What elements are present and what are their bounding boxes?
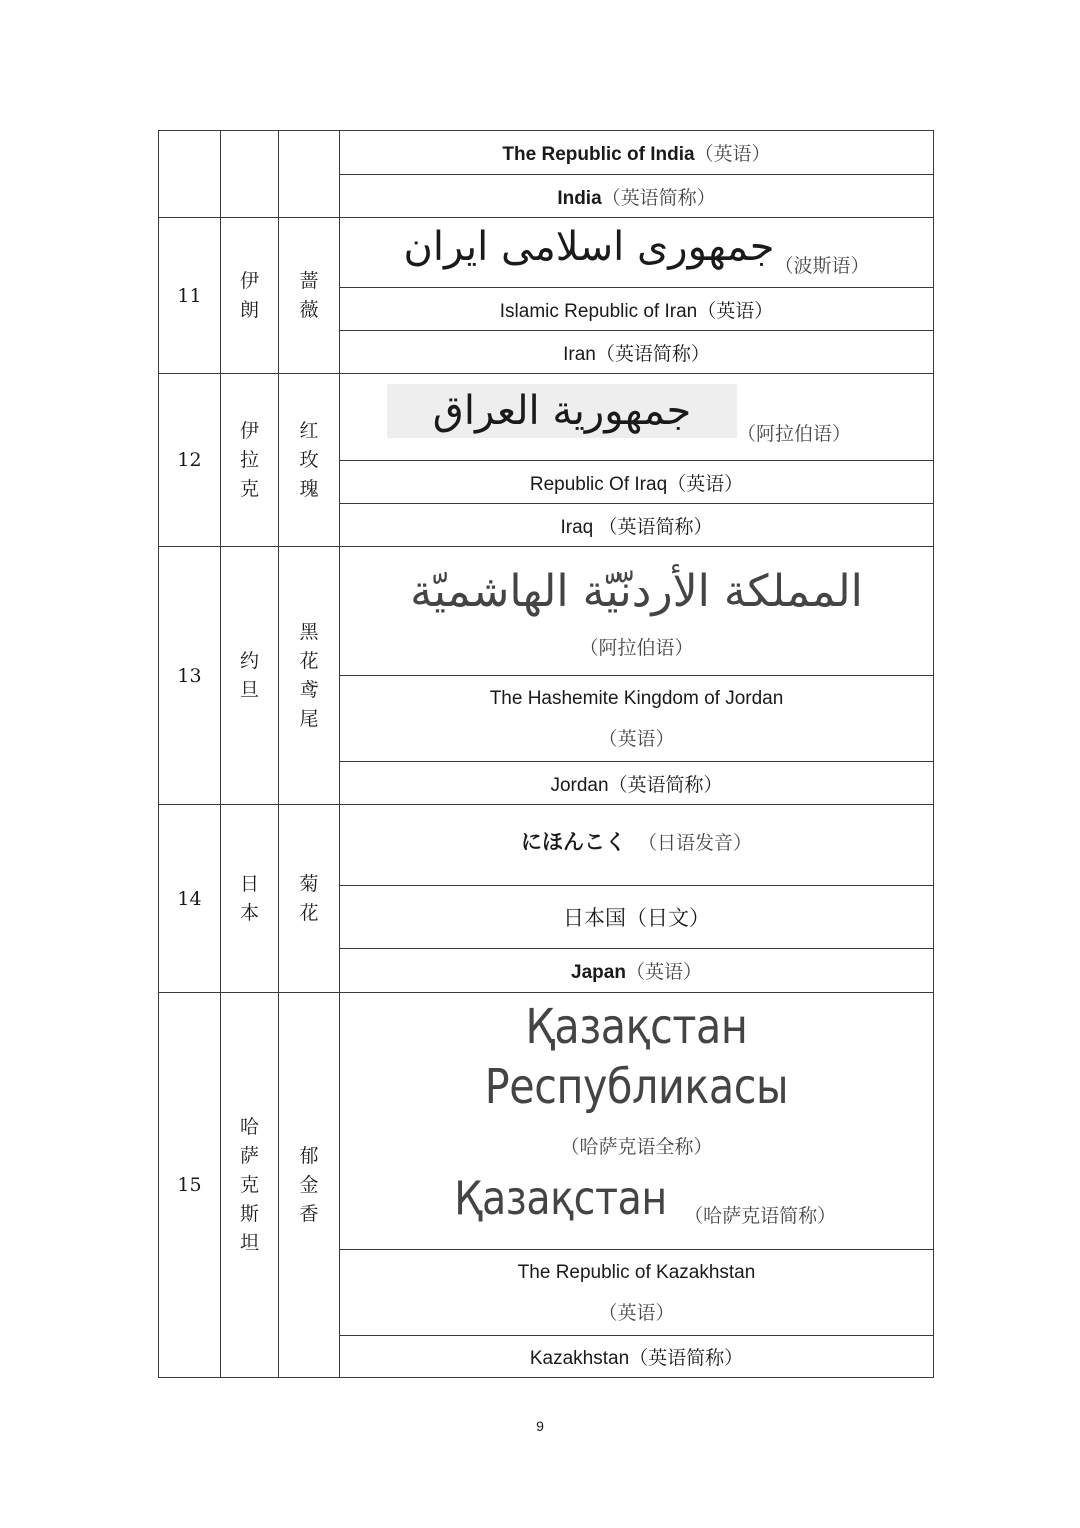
country-char: 萨 (239, 1144, 259, 1167)
iran-persian-name: جمهوری اسلامی ایران (403, 223, 775, 270)
iraq-native-note: （阿拉伯语） (737, 423, 852, 445)
kazakhstan-native-full-note: （哈萨克语全称） (560, 1136, 713, 1158)
country-char: 约 (239, 649, 259, 672)
jordan-flower (279, 547, 340, 805)
flower-char: 金 (299, 1173, 319, 1196)
flower-char: 红 (299, 419, 319, 442)
country-char: 伊 (239, 269, 259, 292)
flower-char: 尾 (299, 707, 319, 730)
japan-number: 14 (159, 805, 221, 993)
japan-en-name: Japan (571, 962, 626, 983)
jordan-short-en: Jordan（英语简称） (340, 762, 934, 805)
flower-char: 薇 (299, 298, 319, 321)
iran-official-en: Islamic Republic of Iran（英语） (340, 288, 934, 331)
country-char: 日 (239, 872, 259, 895)
kazakhstan-flower (279, 993, 340, 1378)
india-short-en-note: （英语简称） (601, 186, 716, 209)
table-row (159, 374, 934, 461)
kazakhstan-country (221, 993, 279, 1378)
kazakhstan-number: 15 (159, 993, 221, 1378)
flower-char: 鸢 (299, 678, 319, 701)
iran-number: 11 (159, 218, 221, 374)
flower-char: 蔷 (299, 269, 319, 292)
japan-country (221, 805, 279, 993)
country-flower-table (158, 130, 934, 1378)
jordan-official-cell (340, 676, 934, 762)
table-row (159, 547, 934, 676)
page-number: 9 (536, 1418, 544, 1434)
flower-cell (279, 131, 340, 218)
jordan-native-cell (340, 547, 934, 676)
kazakhstan-native-full: Қазақстан Республикасы (484, 999, 789, 1115)
country-char: 哈 (239, 1115, 259, 1138)
flower-char: 黑 (299, 620, 319, 643)
kazakhstan-native-cell (340, 993, 934, 1250)
kazakhstan-official-en-note: （英语） (598, 1301, 675, 1324)
country-char: 朗 (239, 298, 259, 321)
iran-flower (279, 218, 340, 374)
japan-en-cell (340, 949, 934, 993)
country-char: 克 (239, 477, 259, 500)
iraq-country (221, 374, 279, 547)
india-short-name-cell (340, 175, 934, 218)
jordan-arabic-name: المملكة الأردنّيّة الهاشميّة (410, 566, 863, 617)
japan-flower (279, 805, 340, 993)
kazakhstan-native-short-note: （哈萨克语简称） (684, 1205, 837, 1227)
japan-pronunciation: にほんこく (520, 830, 626, 854)
kazakhstan-official-cell (340, 1250, 934, 1336)
india-short-en-name: India (557, 187, 602, 209)
jordan-official-en: The Hashemite Kingdom of Jordan (489, 687, 784, 709)
india-official-en-name: The Republic of India (502, 144, 695, 165)
iraq-official-en: Republic Of Iraq（英语） (340, 461, 934, 504)
jordan-native-note: （阿拉伯语） (579, 637, 694, 659)
table-row (159, 993, 934, 1250)
country-char: 拉 (239, 448, 259, 471)
flower-char: 郁 (299, 1144, 319, 1167)
iraq-arabic-name: جمهورية العراق (387, 384, 737, 438)
iran-short-en: Iran（英语简称） (340, 331, 934, 374)
india-official-name-cell (340, 131, 934, 175)
iraq-short-en: Iraq （英语简称） (340, 504, 934, 547)
flower-char: 菊 (299, 872, 319, 895)
iran-country (221, 218, 279, 374)
japan-native-name: 日本国（日文） (340, 886, 934, 949)
kazakhstan-short-en: Kazakhstan（英语简称） (340, 1336, 934, 1378)
jordan-number: 13 (159, 547, 221, 805)
flower-char: 香 (299, 1202, 319, 1225)
country-char: 旦 (239, 678, 259, 701)
country-char: 伊 (239, 419, 259, 442)
japan-en-note: （英语） (625, 961, 702, 983)
flower-char: 花 (299, 901, 319, 924)
country-cell (221, 131, 279, 218)
jordan-official-en-note: （英语） (598, 727, 675, 750)
iraq-native-cell (340, 374, 934, 461)
number-cell (159, 131, 221, 218)
country-char: 本 (239, 901, 259, 924)
iran-native-cell (340, 218, 934, 288)
flower-char: 玫 (299, 448, 319, 471)
iraq-number: 12 (159, 374, 221, 547)
kazakhstan-official-en: The Republic of Kazakhstan (517, 1261, 756, 1283)
flower-char: 花 (299, 649, 319, 672)
table-row (159, 805, 934, 886)
country-char: 坦 (239, 1231, 259, 1254)
iran-native-note: （波斯语） (774, 254, 870, 277)
iraq-flower (279, 374, 340, 547)
japan-pronunciation-note: （日语发音） (637, 832, 752, 854)
country-char: 斯 (239, 1202, 259, 1225)
table-row (159, 218, 934, 288)
flower-char: 瑰 (299, 477, 319, 500)
country-char: 克 (239, 1173, 259, 1196)
table-row (159, 131, 934, 175)
kazakhstan-native-short: Қазақстан (454, 1171, 667, 1225)
india-official-en-note: （英语） (694, 143, 771, 165)
japan-pronunciation-cell (340, 805, 934, 886)
jordan-country (221, 547, 279, 805)
